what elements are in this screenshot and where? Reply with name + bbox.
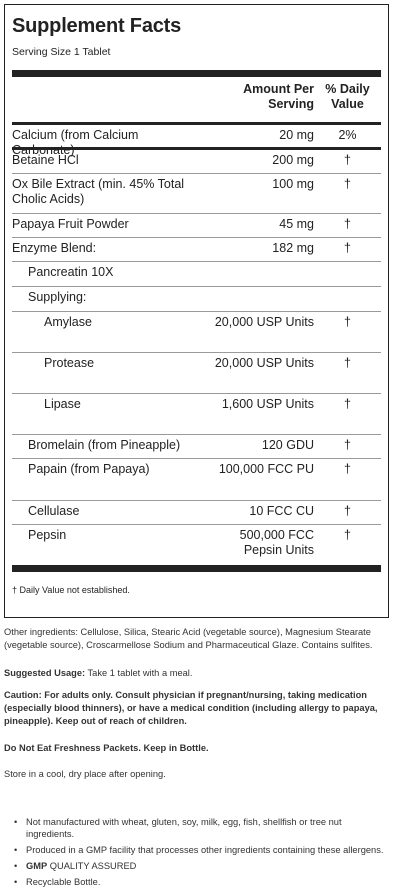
table-row [12,312,381,353]
table-row [12,125,381,157]
thick-rule-top [12,70,381,77]
table-row [12,501,381,525]
list-item: • Recyclable Bottle. [14,876,384,888]
row-dv: † [344,241,351,255]
row-dv: † [344,397,351,411]
table-row [12,459,381,501]
row-name: Lipase [44,397,81,411]
row-name: Enzyme Blend: [12,241,97,255]
row-name: Papaya Fruit Powder [12,217,129,231]
row-name: Amylase [44,315,92,329]
thick-rule-bottom [12,565,381,572]
amount-header: Amount Per Serving [243,82,314,111]
table-row [12,287,381,312]
list-item: • Not manufactured with wheat, gluten, soy, milk, egg, fish, shellfish or tree nut ingredients. [14,816,384,840]
row-dv: † [344,462,351,476]
footnote: † Daily Value not established. [12,585,130,595]
row-dv: † [344,315,351,329]
row-dv: 2% [338,128,357,142]
row-amount: 100,000 FCC PU [218,462,314,476]
row-name: Supplying: [28,290,87,304]
table-row [12,353,381,394]
panel-title: Supplement Facts [12,15,182,37]
row-amount: 100 mg [272,177,314,191]
row-amount: 200 mg [272,153,314,167]
row-amount [200,265,314,286]
row-dv: † [344,153,351,167]
suggested-usage-label: Suggested Usage: [4,668,86,678]
table-header [12,77,381,120]
caution: Caution: For adults only. Consult physician if pregnant/nursing, taking medication (especially blood thinners), or have a medical condition (including allergy to papaya, pineapple). Keep out of reach of children. [4,690,378,726]
row-amount: 20,000 USP Units [214,356,314,370]
row-amount: 45 mg [279,217,314,231]
row-amount [200,290,314,311]
row-amount: 1,600 USP Units [221,397,314,411]
row-name: Pancreatin 10X [28,265,114,279]
serving-size: Serving Size 1 Tablet [12,46,111,58]
row-name: Ox Bile Extract (min. 45% Total Cholic Acids) [12,177,185,206]
row-amount: 500,000 FCC Pepsin Units [239,528,314,557]
table-row [12,214,381,238]
row-name: Cellulase [28,504,80,518]
table-row [12,150,381,174]
row-dv [314,265,381,286]
row-dv: † [344,217,351,231]
row-dv: † [344,528,351,542]
row-dv: † [344,504,351,518]
feature-list [14,816,384,892]
row-name: Betaine HCl [12,153,79,167]
row-name: Calcium (from Calcium Carbonate) [12,128,139,157]
table-row [12,262,381,287]
suggested-usage-text: Take 1 tablet with a meal. [85,668,193,678]
gmp-text: QUALITY ASSURED [47,861,137,871]
freshness-note: Do Not Eat Freshness Packets. Keep in Bottle. [4,743,209,753]
list-item [14,860,384,872]
table-row [12,525,381,565]
row-dv: † [344,177,351,191]
row-name: Papain (from Papaya) [28,462,150,476]
other-ingredients: Other ingredients: Cellulose, Silica, Stearic Acid (vegetable source), Magnesium Stearate (vegetable source), Croscarmellose Sodium and Pharmaceutical Glaze. Contains sulfites. [4,627,373,650]
row-dv: † [344,438,351,452]
list-item: • Produced in a GMP facility that processes other ingredients containing these allergens. [14,844,384,856]
storage-note: Store in a cool, dry place after opening. [4,769,166,779]
row-name: Protease [44,356,95,370]
daily-value-header: % Daily Value [325,82,370,111]
gmp-label: GMP [26,861,48,871]
row-amount: 120 GDU [261,438,314,452]
suggested-usage [4,667,394,680]
table-row [12,435,381,459]
supplement-facts-panel [4,4,389,618]
row-amount: 20,000 USP Units [214,315,314,329]
table-row [12,174,381,214]
row-amount: 20 mg [279,128,314,142]
row-amount: 10 FCC CU [249,504,314,518]
row-name: Pepsin [28,528,67,542]
row-dv: † [344,356,351,370]
row-name: Bromelain (from Pineapple) [28,438,181,452]
table-row [12,394,381,435]
row-dv [314,290,381,311]
row-amount: 182 mg [272,241,314,255]
table-row [12,238,381,262]
